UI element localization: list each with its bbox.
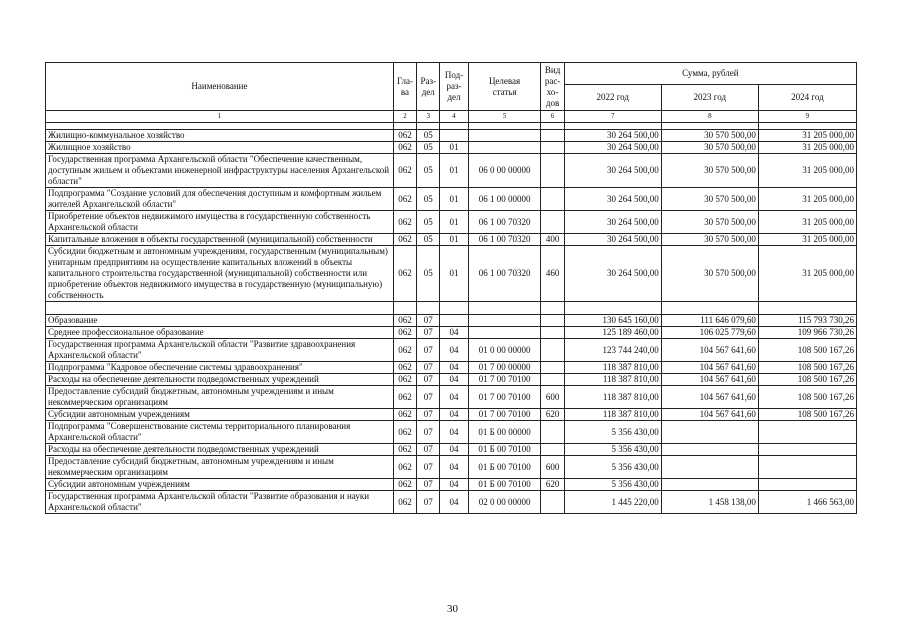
table-row: [46, 444, 857, 456]
row-amount-2023: 30 570 500,00: [661, 188, 758, 211]
row-target: 01 Б 00 70100: [468, 479, 541, 491]
row-amount-2023: 104 567 641,60: [661, 362, 758, 374]
header-glava-label: Гла- ва: [396, 75, 413, 97]
header-razdel-label: Раз- дел: [420, 75, 437, 97]
table-row: [46, 479, 857, 491]
row-razdel: 05: [417, 188, 440, 211]
empty-cell: [46, 123, 394, 130]
row-amount-2023: 30 570 500,00: [661, 211, 758, 234]
row-amount-2022: 30 264 500,00: [564, 234, 661, 246]
row-target: [468, 327, 541, 339]
row-name: Жилищное хозяйство: [46, 142, 394, 154]
row-glava: 062: [393, 421, 416, 444]
row-amount-2024: 108 500 167,26: [758, 362, 856, 374]
empty-cell: [758, 123, 856, 130]
column-number: 6: [541, 111, 564, 123]
header-year-2023: 2023 год: [661, 85, 758, 111]
row-name: Приобретение объектов недвижимого имущества в государственную собственность Архангельской области: [46, 211, 394, 234]
row-target: 01 Б 00 70100: [468, 456, 541, 479]
table-row: [46, 211, 857, 234]
row-glava: 062: [393, 154, 416, 188]
empty-cell: [564, 123, 661, 130]
empty-cell: [564, 302, 661, 315]
row-vid: [541, 421, 564, 444]
row-vid: 400: [541, 234, 564, 246]
row-target: 06 1 00 00000: [468, 188, 541, 211]
empty-cell: [46, 302, 394, 315]
table-row: [46, 374, 857, 386]
row-razdel: 07: [417, 327, 440, 339]
row-razdel: 07: [417, 479, 440, 491]
row-glava: 062: [393, 409, 416, 421]
table-row: [46, 188, 857, 211]
row-amount-2024: 31 205 000,00: [758, 188, 856, 211]
row-target: 01 0 00 00000: [468, 339, 541, 362]
table-row: [46, 327, 857, 339]
header-vid: [541, 63, 564, 111]
row-target: [468, 130, 541, 142]
row-amount-2024: 1 466 563,00: [758, 491, 856, 514]
empty-cell: [468, 302, 541, 315]
row-amount-2024: 108 500 167,26: [758, 339, 856, 362]
row-target: 01 7 00 70100: [468, 386, 541, 409]
row-razdel: 07: [417, 456, 440, 479]
row-vid: 620: [541, 479, 564, 491]
row-target: [468, 315, 541, 327]
row-target: 01 Б 00 00000: [468, 421, 541, 444]
table-row: [46, 456, 857, 479]
row-podrazdel: 04: [440, 362, 468, 374]
row-amount-2024: 108 500 167,26: [758, 374, 856, 386]
header-razdel: [417, 63, 440, 111]
table-row: [46, 491, 857, 514]
column-number: 1: [46, 111, 394, 123]
row-name: Подпрограмма "Кадровое обеспечение системы здравоохранения": [46, 362, 394, 374]
empty-cell: [541, 123, 564, 130]
row-podrazdel: 04: [440, 327, 468, 339]
table-row: [46, 339, 857, 362]
row-amount-2023: 104 567 641,60: [661, 339, 758, 362]
row-vid: [541, 327, 564, 339]
row-amount-2024: 31 205 000,00: [758, 130, 856, 142]
row-target: [468, 142, 541, 154]
row-podrazdel: 04: [440, 444, 468, 456]
row-vid: 620: [541, 409, 564, 421]
header-target-label: Целевая статья: [488, 75, 521, 97]
row-amount-2022: 5 356 430,00: [564, 421, 661, 444]
row-glava: 062: [393, 142, 416, 154]
table-row: [46, 409, 857, 421]
row-razdel: 05: [417, 211, 440, 234]
row-razdel: 07: [417, 362, 440, 374]
row-glava: 062: [393, 246, 416, 302]
empty-cell: [541, 302, 564, 315]
header-vid-label: Вид рас- хо- дов: [544, 64, 561, 108]
row-vid: 600: [541, 386, 564, 409]
row-amount-2023: 104 567 641,60: [661, 409, 758, 421]
header-podrazdel-label: Под- раз- дел: [444, 70, 464, 102]
row-amount-2024: 109 966 730,26: [758, 327, 856, 339]
row-podrazdel: 01: [440, 211, 468, 234]
row-glava: 062: [393, 491, 416, 514]
row-amount-2023: 104 567 641,60: [661, 386, 758, 409]
row-name: Государственная программа Архангельской области "Обеспечение качественным, доступным жильем и объектами инженерной инфраструктуры населения Архангельской области": [46, 154, 394, 188]
row-name: Предоставление субсидий бюджетным, автономным учреждениям и иным некоммерческим организациям: [46, 456, 394, 479]
row-target: 06 1 00 70320: [468, 211, 541, 234]
row-razdel: 05: [417, 154, 440, 188]
row-razdel: 07: [417, 339, 440, 362]
row-amount-2022: 30 264 500,00: [564, 246, 661, 302]
row-glava: 062: [393, 374, 416, 386]
row-amount-2022: 5 356 430,00: [564, 479, 661, 491]
row-razdel: 07: [417, 386, 440, 409]
column-number: 5: [468, 111, 541, 123]
row-amount-2022: 118 387 810,00: [564, 374, 661, 386]
row-amount-2024: [758, 444, 856, 456]
row-vid: [541, 362, 564, 374]
table-row: [46, 362, 857, 374]
row-podrazdel: 04: [440, 479, 468, 491]
row-podrazdel: 04: [440, 456, 468, 479]
row-podrazdel: [440, 130, 468, 142]
row-amount-2024: [758, 479, 856, 491]
table-row: [46, 421, 857, 444]
header-podrazdel: [440, 63, 468, 111]
row-target: 06 1 00 70320: [468, 246, 541, 302]
row-podrazdel: 04: [440, 421, 468, 444]
empty-cell: [393, 123, 416, 130]
row-vid: [541, 339, 564, 362]
row-amount-2022: 5 356 430,00: [564, 456, 661, 479]
row-amount-2023: 111 646 079,60: [661, 315, 758, 327]
row-vid: 460: [541, 246, 564, 302]
row-name: Государственная программа Архангельской области "Развитие здравоохранения Архангельской области": [46, 339, 394, 362]
row-amount-2023: 30 570 500,00: [661, 154, 758, 188]
row-glava: 062: [393, 362, 416, 374]
row-amount-2022: 125 189 460,00: [564, 327, 661, 339]
row-vid: [541, 130, 564, 142]
column-number: 8: [661, 111, 758, 123]
row-vid: [541, 154, 564, 188]
row-target: 06 1 00 70320: [468, 234, 541, 246]
table-row: [46, 246, 857, 302]
row-target: 06 0 00 00000: [468, 154, 541, 188]
row-amount-2023: 30 570 500,00: [661, 246, 758, 302]
row-amount-2023: 30 570 500,00: [661, 142, 758, 154]
row-target: 02 0 00 00000: [468, 491, 541, 514]
row-podrazdel: 01: [440, 142, 468, 154]
row-glava: 062: [393, 386, 416, 409]
row-name: Предоставление субсидий бюджетным, автономным учреждениям и иным некоммерческим организациям: [46, 386, 394, 409]
row-vid: [541, 315, 564, 327]
budget-table: [45, 62, 857, 514]
table-row: [46, 234, 857, 246]
row-razdel: 05: [417, 130, 440, 142]
row-amount-2022: 30 264 500,00: [564, 211, 661, 234]
row-name: Субсидии автономным учреждениям: [46, 409, 394, 421]
row-amount-2024: 108 500 167,26: [758, 386, 856, 409]
row-name: Образование: [46, 315, 394, 327]
table-row: [46, 130, 857, 142]
row-amount-2024: 108 500 167,26: [758, 409, 856, 421]
header-sum: Сумма, рублей: [564, 63, 856, 85]
row-amount-2022: 30 264 500,00: [564, 154, 661, 188]
row-amount-2024: [758, 421, 856, 444]
row-vid: [541, 491, 564, 514]
empty-cell: [440, 123, 468, 130]
column-number: 2: [393, 111, 416, 123]
row-amount-2022: 123 744 240,00: [564, 339, 661, 362]
empty-cell: [393, 302, 416, 315]
row-glava: 062: [393, 234, 416, 246]
row-razdel: 05: [417, 142, 440, 154]
row-glava: 062: [393, 479, 416, 491]
header-name: Наименование: [46, 63, 394, 111]
row-razdel: 07: [417, 409, 440, 421]
row-amount-2022: 30 264 500,00: [564, 142, 661, 154]
row-amount-2022: 118 387 810,00: [564, 386, 661, 409]
row-podrazdel: 04: [440, 339, 468, 362]
row-name: Среднее профессиональное образование: [46, 327, 394, 339]
row-amount-2024: [758, 456, 856, 479]
row-amount-2022: 118 387 810,00: [564, 362, 661, 374]
row-amount-2024: 31 205 000,00: [758, 246, 856, 302]
row-vid: 600: [541, 456, 564, 479]
row-amount-2023: [661, 479, 758, 491]
empty-cell: [661, 302, 758, 315]
row-amount-2024: 31 205 000,00: [758, 154, 856, 188]
empty-cell: [758, 302, 856, 315]
row-amount-2023: 106 025 779,60: [661, 327, 758, 339]
row-razdel: 05: [417, 234, 440, 246]
row-podrazdel: [440, 315, 468, 327]
row-name: Капитальные вложения в объекты государственной (муниципальной) собственности: [46, 234, 394, 246]
header-target: [468, 63, 541, 111]
header-year-2022: 2022 год: [564, 85, 661, 111]
row-amount-2023: 1 458 138,00: [661, 491, 758, 514]
row-vid: [541, 188, 564, 211]
row-name: Государственная программа Архангельской области "Развитие образования и науки Архангельской области": [46, 491, 394, 514]
column-number: 4: [440, 111, 468, 123]
row-razdel: 07: [417, 444, 440, 456]
row-amount-2023: [661, 421, 758, 444]
row-podrazdel: 04: [440, 491, 468, 514]
row-amount-2022: 1 445 220,00: [564, 491, 661, 514]
row-razdel: 07: [417, 374, 440, 386]
row-amount-2023: 104 567 641,60: [661, 374, 758, 386]
row-name: Расходы на обеспечение деятельности подведомственных учреждений: [46, 374, 394, 386]
row-amount-2022: 5 356 430,00: [564, 444, 661, 456]
empty-cell: [417, 302, 440, 315]
row-amount-2024: 115 793 730,26: [758, 315, 856, 327]
row-name: Субсидии автономным учреждениям: [46, 479, 394, 491]
row-amount-2023: [661, 444, 758, 456]
row-podrazdel: 01: [440, 246, 468, 302]
row-amount-2023: [661, 456, 758, 479]
row-target: 01 7 00 70100: [468, 374, 541, 386]
row-glava: 062: [393, 456, 416, 479]
row-vid: [541, 374, 564, 386]
empty-cell: [440, 302, 468, 315]
row-amount-2024: 31 205 000,00: [758, 142, 856, 154]
page-number: 30: [447, 603, 458, 615]
row-razdel: 07: [417, 315, 440, 327]
spacer-row: [46, 302, 857, 315]
row-target: 01 Б 00 70100: [468, 444, 541, 456]
row-amount-2022: 118 387 810,00: [564, 409, 661, 421]
row-glava: 062: [393, 188, 416, 211]
row-amount-2022: 30 264 500,00: [564, 188, 661, 211]
row-podrazdel: 01: [440, 154, 468, 188]
row-target: 01 7 00 00000: [468, 362, 541, 374]
row-name: Жилищно-коммунальное хозяйство: [46, 130, 394, 142]
table-row: [46, 142, 857, 154]
row-name: Расходы на обеспечение деятельности подведомственных учреждений: [46, 444, 394, 456]
spacer-row: [46, 123, 857, 130]
row-target: 01 7 00 70100: [468, 409, 541, 421]
row-glava: 062: [393, 444, 416, 456]
row-amount-2023: 30 570 500,00: [661, 234, 758, 246]
row-podrazdel: 04: [440, 374, 468, 386]
row-amount-2022: 130 645 160,00: [564, 315, 661, 327]
column-number: 9: [758, 111, 856, 123]
row-amount-2024: 31 205 000,00: [758, 211, 856, 234]
row-name: Подпрограмма "Создание условий для обеспечения доступным и комфортным жильем жителей Архангельской области": [46, 188, 394, 211]
row-glava: 062: [393, 130, 416, 142]
row-name: Подпрограмма "Совершенствование системы территориального планирования Архангельской области": [46, 421, 394, 444]
row-vid: [541, 211, 564, 234]
row-podrazdel: 04: [440, 386, 468, 409]
row-podrazdel: 01: [440, 234, 468, 246]
empty-cell: [468, 123, 541, 130]
row-vid: [541, 444, 564, 456]
row-glava: 062: [393, 327, 416, 339]
column-number: 3: [417, 111, 440, 123]
row-glava: 062: [393, 339, 416, 362]
row-glava: 062: [393, 211, 416, 234]
row-podrazdel: 04: [440, 409, 468, 421]
empty-cell: [661, 123, 758, 130]
column-number: 7: [564, 111, 661, 123]
table-row: [46, 386, 857, 409]
table-row: [46, 315, 857, 327]
row-razdel: 05: [417, 246, 440, 302]
row-amount-2022: 30 264 500,00: [564, 130, 661, 142]
row-razdel: 07: [417, 491, 440, 514]
row-glava: 062: [393, 315, 416, 327]
row-vid: [541, 142, 564, 154]
row-razdel: 07: [417, 421, 440, 444]
row-amount-2023: 30 570 500,00: [661, 130, 758, 142]
empty-cell: [417, 123, 440, 130]
row-amount-2024: 31 205 000,00: [758, 234, 856, 246]
row-podrazdel: 01: [440, 188, 468, 211]
table-row: [46, 154, 857, 188]
header-glava: [393, 63, 416, 111]
header-year-2024: 2024 год: [758, 85, 856, 111]
row-name: Субсидии бюджетным и автономным учреждениям, государственным (муниципальным) унитарным предприятиям на осуществление капитальных вложений в объекты капитального строительства государственной (муниципальной) собственности или приобретение объектов недвижимого имущества в государственную (муниципальную) собственность: [46, 246, 394, 302]
